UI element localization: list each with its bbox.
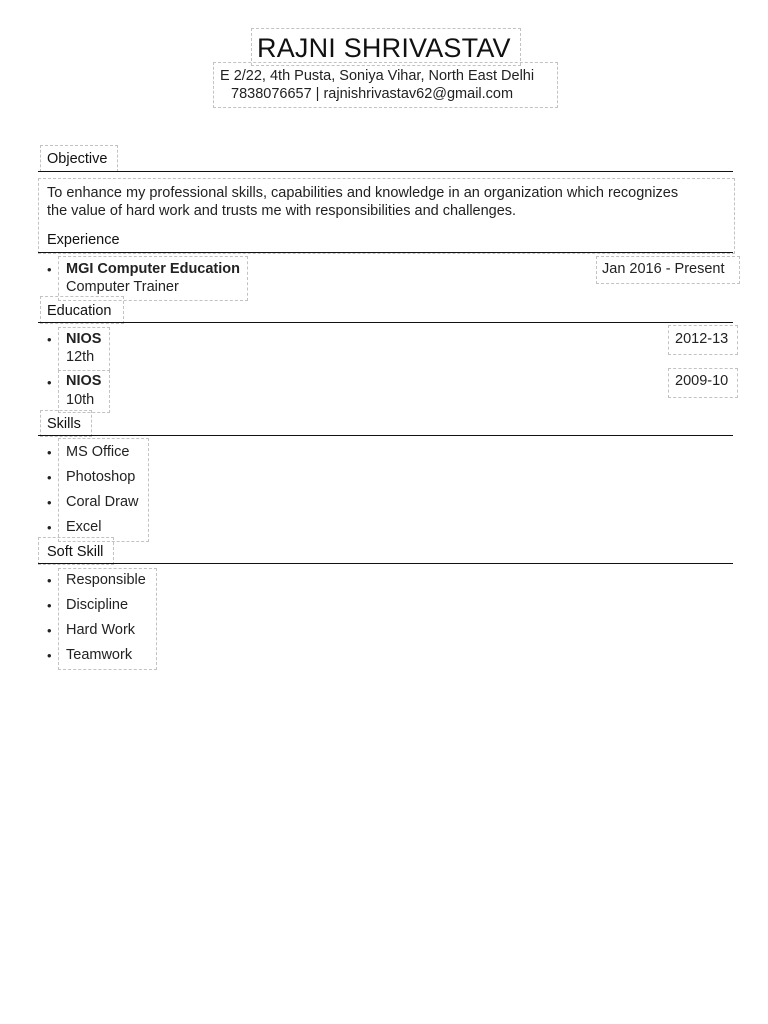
education-level: 12th [66, 349, 95, 365]
bullet: • [47, 598, 52, 613]
bullet: • [47, 445, 52, 460]
soft-skill-item: Responsible [66, 572, 146, 588]
skill-item: Coral Draw [66, 494, 139, 510]
soft-skill-divider [38, 563, 733, 564]
bullet: • [47, 470, 52, 485]
experience-org: MGI Computer Education [66, 261, 240, 277]
education-board: NIOS [66, 373, 102, 389]
objective-heading: Objective [47, 151, 108, 167]
soft-skill-item: Teamwork [66, 647, 133, 663]
address-text: E 2/22, 4th Pusta, Soniya Vihar, North East Delhi [220, 68, 535, 84]
bullet: • [47, 495, 52, 510]
bullet: • [47, 520, 52, 535]
phone-email-text: 7838076657 | rajnishrivastav62@gmail.com [231, 86, 514, 102]
education-year: 2009-10 [675, 373, 729, 389]
skills-heading: Skills [47, 416, 81, 432]
education-year: 2012-13 [675, 331, 729, 347]
education-level: 10th [66, 392, 95, 408]
experience-heading: Experience [47, 232, 120, 248]
bullet: • [47, 648, 52, 663]
experience-divider [38, 252, 733, 253]
experience-period: Jan 2016 - Present [602, 261, 725, 277]
bullet: • [47, 262, 52, 277]
bullet: • [47, 573, 52, 588]
experience-role: Computer Trainer [66, 279, 179, 295]
education-heading: Education [47, 303, 112, 319]
skill-item: Excel [66, 519, 102, 535]
candidate-name: RAJNI SHRIVASTAV [257, 33, 511, 63]
objective-line-1: To enhance my professional skills, capabilities and knowledge in an organization which recognizes [47, 185, 679, 201]
bullet: • [47, 332, 52, 347]
skill-item: MS Office [66, 444, 130, 460]
bullet: • [47, 375, 52, 390]
soft-skill-item: Hard Work [66, 622, 136, 638]
soft-skill-item: Discipline [66, 597, 129, 613]
skills-divider [38, 435, 733, 436]
skill-item: Photoshop [66, 469, 136, 485]
objective-divider [38, 171, 733, 172]
education-board: NIOS [66, 331, 102, 347]
bullet: • [47, 623, 52, 638]
objective-line-2: the value of hard work and trusts me with responsibilities and challenges. [47, 203, 517, 219]
education-divider [38, 322, 733, 323]
soft-skill-heading: Soft Skill [47, 544, 104, 560]
